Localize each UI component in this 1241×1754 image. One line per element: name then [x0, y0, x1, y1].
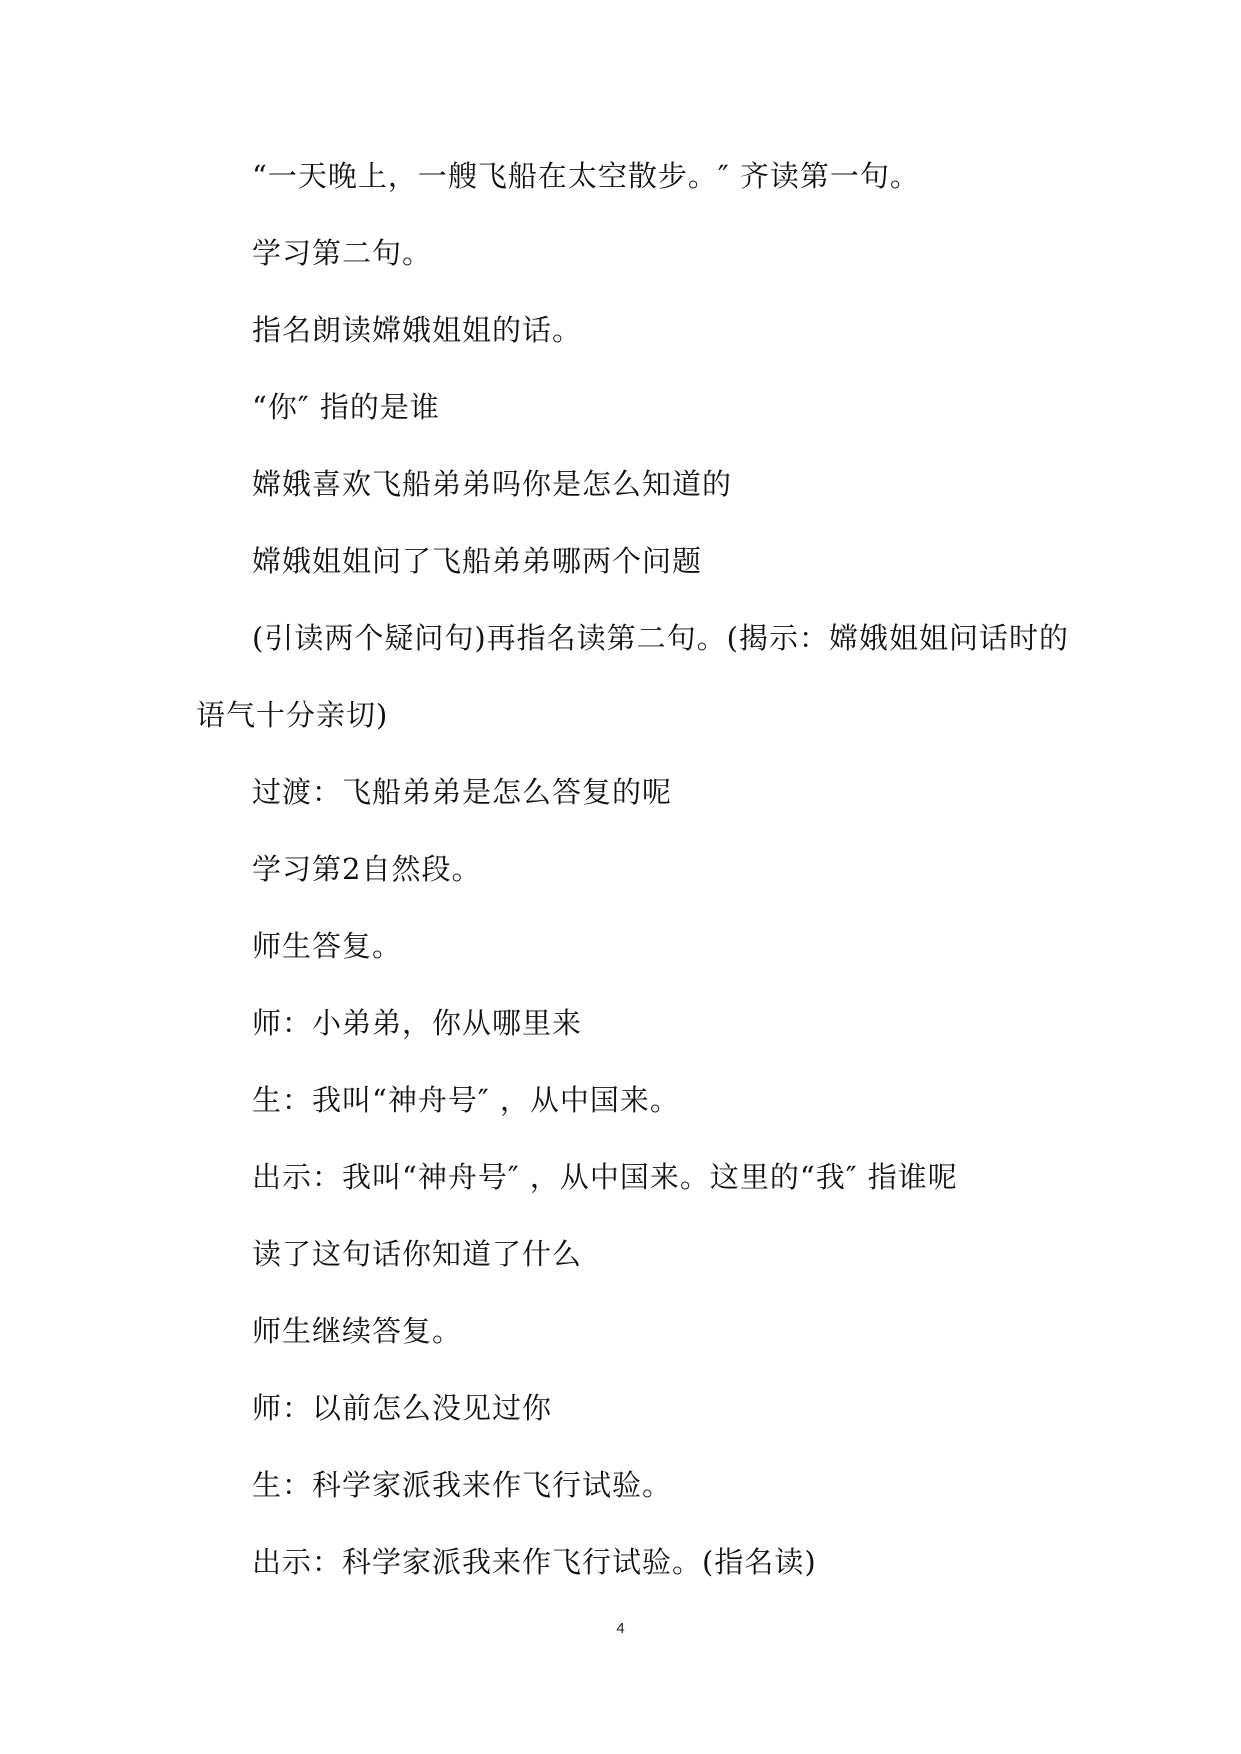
paragraph-line: 嫦娥喜欢飞船弟弟吗你是怎么知道的 [252, 467, 733, 501]
paragraph-line: 读了这句话你知道了什么 [252, 1237, 583, 1271]
paragraph-line: 出示：科学家派我来作飞行试验。(指名读) [252, 1545, 817, 1579]
paragraph-line: (引读两个疑问句)再指名读第二句。(揭示：嫦娥姐姐问话时的 [252, 621, 1069, 655]
paragraph-line: 生：科学家派我来作飞行试验。 [252, 1468, 673, 1502]
paragraph-line: 嫦娥姐姐问了飞船弟弟哪两个问题 [252, 544, 703, 578]
paragraph-line: 师生继续答复。 [252, 1314, 463, 1348]
paragraph-line: 过渡：飞船弟弟是怎么答复的呢 [252, 775, 673, 809]
paragraph-line: 师：小弟弟，你从哪里来 [252, 1006, 583, 1040]
paragraph-line: 指名朗读嫦娥姐姐的话。 [252, 313, 583, 347]
paragraph-line: 师：以前怎么没见过你 [252, 1391, 553, 1425]
paragraph-line: “一天晚上，一艘飞船在太空散步。″ 齐读第一句。 [252, 159, 920, 193]
page-number: 4 [616, 1620, 625, 1637]
paragraph-line: 师生答复。 [252, 929, 403, 963]
paragraph-line: 学习第二句。 [252, 236, 433, 270]
paragraph-line: 生：我叫“神舟号″ ，从中国来。 [252, 1083, 680, 1117]
paragraph-line: 出示：我叫“神舟号″ ，从中国来。这里的“我″ 指谁呢 [252, 1160, 958, 1194]
paragraph-line: “你″ 指的是谁 [252, 390, 440, 424]
paragraph-line-continued: 语气十分亲切) [196, 698, 389, 732]
paragraph-line: 学习第2自然段。 [252, 852, 482, 886]
